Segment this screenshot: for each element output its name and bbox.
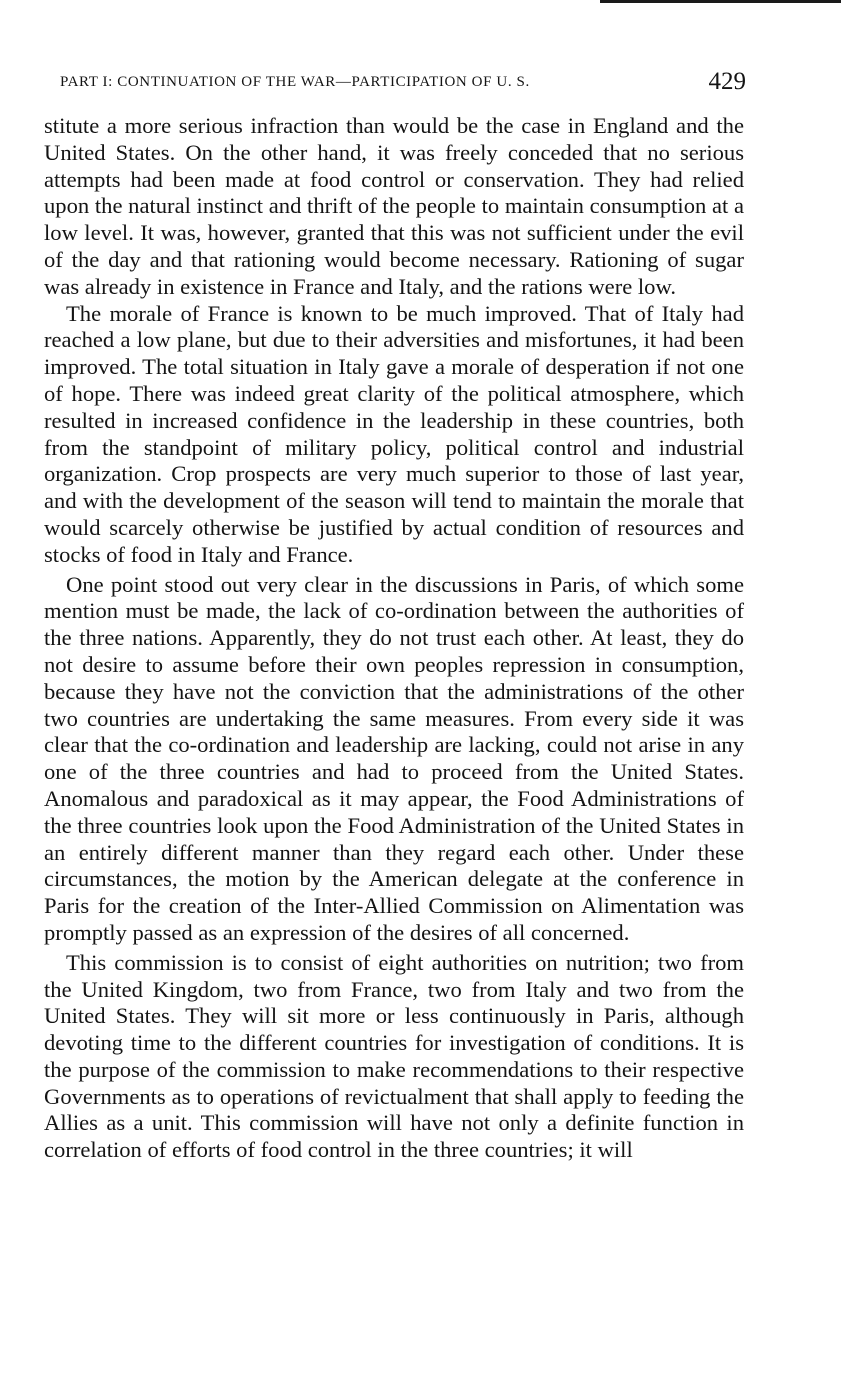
paragraph-morale: The morale of France is known to be much improved. That of Italy had reached a low plane, but due to their adversities and misfortunes, it had been improved. The total situation in Italy gave a morale of desperation if not one of hope. There was indeed great clarity of the political atmosphere, which resulted in increased confidence in the leadership in these countries, both from the standpoint of military policy, political control and industrial organization. Crop prospects are very much superior to those of last year, and with the development of the season will tend to maintain the morale that would scarcely otherwise be justified by actual condition of resources and stocks of food in Italy and France. [44,300,744,567]
body-text [44,113,744,1164]
paragraph-continued: stitute a more serious infraction than would be the case in England and the United States. On the other hand, it was freely conceded that no serious attempts had been made at food control or conservation. They had relied upon the natural instinct and thrift of the people to maintain consumption at a low level. It was, however, granted that this was not sufficient under the evil of the day and that rationing would become necessary. Rationing of sugar was already in existence in France and Italy, and the rations were low. [44,113,744,299]
running-head: PART I: CONTINUATION OF THE WAR—PARTICIPATION OF U. S. [60,74,530,90]
paragraph-commission: This commission is to consist of eight authorities on nutrition; two from the United Kingdom, two from France, two from Italy and two from the United States. They will sit more or less continuously in Paris, although devoting time to the different countries for investigation of conditions. It is the purpose of the commission to make recommendations to their respective Governments as to operations of revictualment that shall apply to feeding the Allies as a unit. This commission will have not only a definite function in correlation of efforts of food control in the three countries; it will [44,949,744,1163]
paragraph-coordination: One point stood out very clear in the discussions in Paris, of which some mention must be made, the lack of co-ordination between the authorities of the three nations. Apparently, they do not trust each other. At least, they do not desire to assume before their own peoples repression in consumption, because they have not the conviction that the administrations of the other two countries are undertaking the same measures. From every side it was clear that the co-ordination and leadership are lacking, could not arise in any one of the three countries and had to proceed from the United States. Anomalous and paradoxical as it may appear, the Food Administrations of the three countries look upon the Food Administration of the United States in an entirely different manner than they regard each other. Under these circumstances, the motion by the American delegate at the conference in Paris for the creation of the Inter-Allied Commission on Alimentation was promptly passed as an expression of the desires of all concerned. [44,571,744,945]
page-header [60,68,746,102]
top-edge-rule [600,0,841,3]
page-number: 429 [708,68,746,95]
